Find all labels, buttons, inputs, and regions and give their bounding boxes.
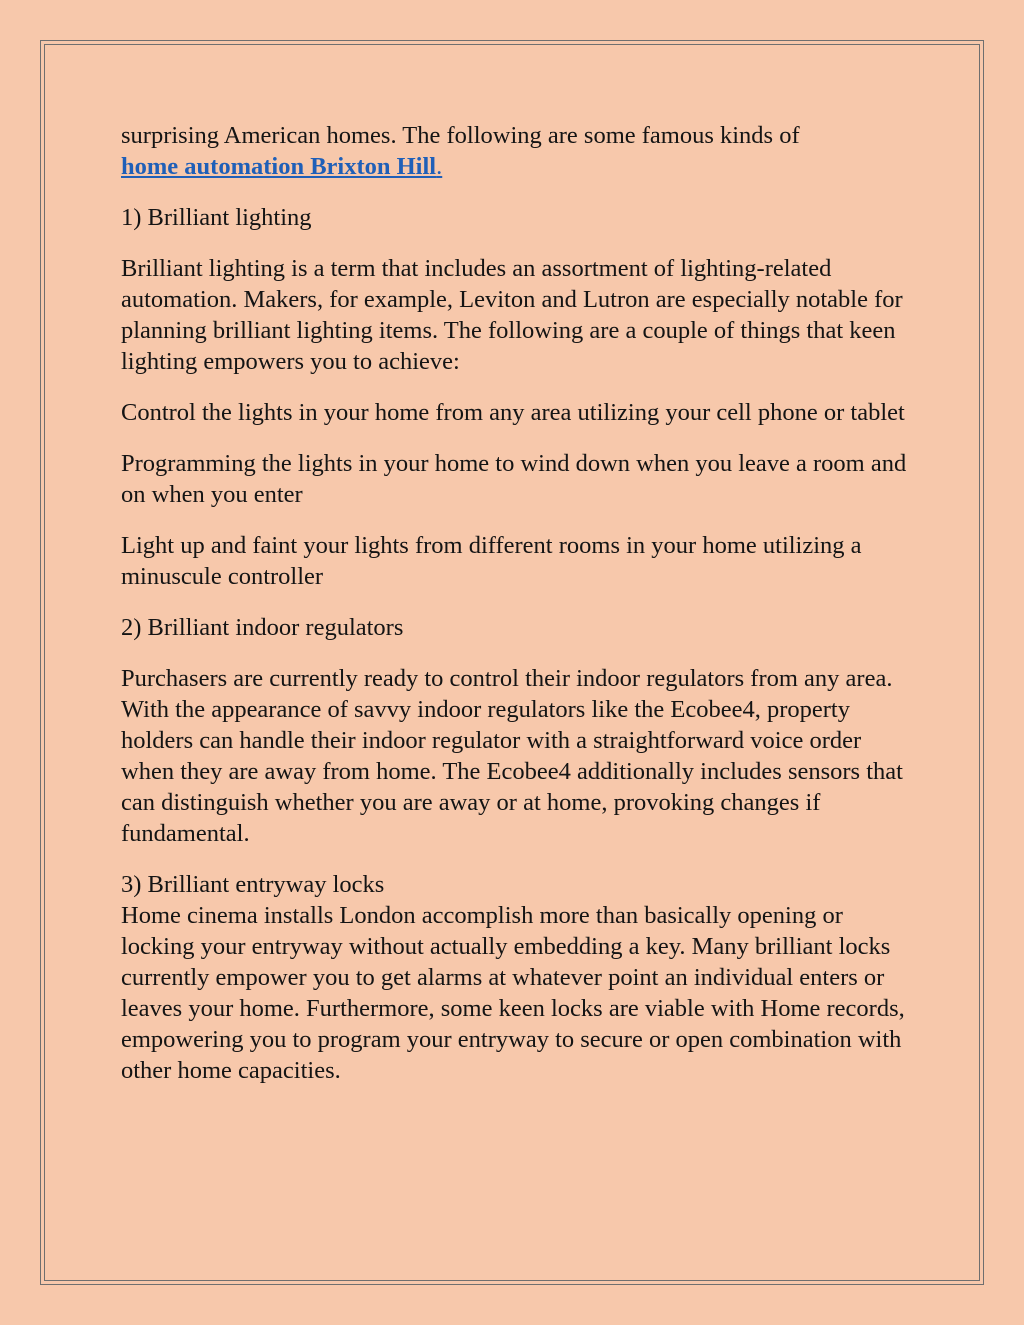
document-body <box>121 120 911 1106</box>
link-tail: . <box>436 153 443 180</box>
section1-item-3: Light up and faint your lights from different rooms in your home utilizing a minuscule controller <box>121 532 862 590</box>
section1-item-2: Programming the lights in your home to wind down when you leave a room and on when you enter <box>121 450 907 508</box>
section3-heading: 3) Brilliant entryway locks <box>121 871 385 898</box>
home-automation-link[interactable]: home automation Brixton Hill <box>121 153 437 180</box>
section1-item-1: Control the lights in your home from any area utilizing your cell phone or tablet <box>121 399 905 426</box>
intro-paragraph <box>121 120 911 182</box>
section1-heading: 1) Brilliant lighting <box>121 204 312 231</box>
section2-heading: 2) Brilliant indoor regulators <box>121 614 404 641</box>
section3-body: Home cinema installs London accomplish more than basically opening or locking your entryway without actually embedding a key. Many brilliant locks currently empower you to get alarms at whatever point an individual enters or leaves your home. Furthermore, some keen locks are viable with Home records, empowering you to program your entryway to secure or open combination with other home capacities. <box>121 902 905 1084</box>
section2-body: Purchasers are currently ready to control their indoor regulators from any area. With the appearance of savvy indoor regulators like the Ecobee4, property holders can handle their indoor regulator with a straightforward voice order when they are away from home. The Ecobee4 additionally includes sensors that can distinguish whether you are away or at home, provoking changes if fundamental. <box>121 665 903 847</box>
intro-text: surprising American homes. The following are some famous kinds of <box>121 122 800 149</box>
section1-body: Brilliant lighting is a term that includes an assortment of lighting-related automation. Makers, for example, Leviton and Lutron are especially notable for planning brilliant lighting items. The following are a couple of things that keen lighting empowers you to achieve: <box>121 255 903 375</box>
